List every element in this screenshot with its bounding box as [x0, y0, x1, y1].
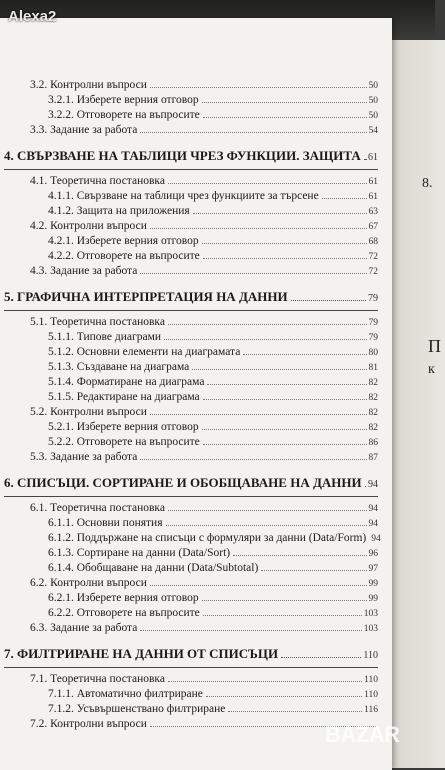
toc-page-number: 82: [368, 393, 378, 403]
toc-page-number: 61: [368, 152, 378, 163]
book-page: [0, 18, 392, 770]
toc-page-number: 94: [371, 534, 381, 544]
toc-label: 4.2.1. Изберете верния отговор: [48, 235, 199, 247]
toc-entry: [0, 219, 378, 234]
toc-page-number: 79: [368, 333, 378, 343]
toc-label: 5.1.1. Типове диаграми: [48, 331, 162, 343]
toc-label: 5.3. Задание за работа: [30, 451, 138, 463]
toc-leader-dots: [150, 228, 367, 229]
toc-page-number: 103: [363, 609, 378, 619]
toc-label: 3.2. Контролни въпроси: [30, 79, 147, 91]
toc-leader-dots: [192, 369, 366, 370]
toc-label: 5.2. Контролни въпроси: [30, 406, 147, 418]
toc-chapter: [0, 472, 378, 494]
toc-leader-dots: [203, 615, 362, 616]
toc-chapter: [0, 145, 378, 167]
toc-entry: [0, 405, 378, 420]
toc-label: 7.1.1. Автоматично филтриране: [48, 688, 203, 700]
toc-entry: [0, 234, 378, 249]
toc-label: 5. ГРАФИЧНА ИНТЕРПРЕТАЦИЯ НА ДАННИ: [4, 289, 288, 304]
toc-page-number: 99: [368, 579, 378, 589]
toc-leader-dots: [193, 213, 367, 214]
toc-leader-dots: [322, 198, 367, 199]
toc-leader-dots: [168, 681, 362, 682]
toc-entry: [0, 531, 381, 546]
toc-page-number: 50: [368, 111, 378, 121]
toc-page-number: 94: [368, 519, 378, 529]
toc-label: 5.1.3. Създаване на диаграма: [48, 361, 190, 373]
toc-entry: [0, 546, 378, 561]
toc-label: 7.1. Теоретична постановка: [30, 673, 165, 685]
toc-leader-dots: [168, 183, 367, 184]
toc-entry: [0, 108, 378, 123]
toc-page-number: 50: [368, 81, 378, 91]
toc-page-number: 72: [368, 252, 378, 262]
toc-page-number: 80: [368, 348, 378, 358]
toc-leader-dots: [365, 486, 366, 487]
toc-chapter: [0, 286, 378, 308]
toc-entry: [0, 621, 378, 636]
toc-label: 6.1. Теоретична постановка: [30, 502, 165, 514]
toc-entry: [0, 264, 378, 279]
watermark-top: Alexa2: [8, 8, 57, 25]
toc-label: 5.2.1. Изберете верния отговор: [48, 421, 199, 433]
watermark-bottom: BAZAR: [325, 722, 400, 747]
toc-leader-dots: [140, 459, 366, 460]
toc-entry: [0, 501, 378, 516]
toc-label: 4.1.2. Защита на приложения: [48, 205, 190, 217]
toc-entry: [0, 687, 378, 702]
toc-leader-dots: [203, 258, 367, 259]
toc-page-number: 94: [368, 504, 378, 514]
toc-page-number: 54: [368, 126, 378, 136]
toc-leader-dots: [206, 696, 362, 697]
toc-entry: [0, 375, 378, 390]
toc-leader-dots: [168, 324, 367, 325]
toc-page-number: 82: [368, 378, 378, 388]
toc-leader-dots: [281, 657, 361, 658]
toc-label: 4.1.1. Свързване на таблици чрез функциите за търсене: [48, 190, 319, 202]
toc-page-number: 79: [368, 293, 378, 304]
toc-label: 3.3. Задание за работа: [30, 124, 138, 136]
toc-leader-dots: [202, 600, 367, 601]
toc-page-number: 103: [363, 624, 378, 634]
toc-entry: [0, 360, 378, 375]
toc-label: 6.2. Контролни въпроси: [30, 577, 147, 589]
chapter-rule: [4, 169, 378, 170]
toc-entry: [0, 672, 378, 687]
toc-entry: [0, 717, 378, 732]
toc-entry: [0, 606, 378, 621]
toc-label: 4.1. Теоретична постановка: [30, 175, 165, 187]
toc-label: 3.2.2. Отговорете на въпросите: [48, 109, 200, 121]
toc-label: 4.3. Задание за работа: [30, 265, 138, 277]
toc-leader-dots: [168, 510, 367, 511]
toc-entry: [0, 123, 378, 138]
toc-label: 6.1.2. Поддържане на списъци с формуляри за данни (Data/Form): [48, 532, 367, 544]
toc-leader-dots: [207, 384, 366, 385]
toc-label: 7.2. Контролни въпроси: [30, 718, 147, 730]
side-mark-3: к: [428, 362, 435, 377]
toc-page-number: 96: [368, 549, 378, 559]
toc-entry: [0, 702, 378, 717]
toc-label: 7.1.2. Усъвършенствано филтриране: [48, 703, 226, 715]
toc-label: 6.3. Задание за работа: [30, 622, 138, 634]
toc-label: 5.1.4. Форматиране на диаграма: [48, 376, 205, 388]
toc-entry: [0, 330, 378, 345]
toc-leader-dots: [202, 429, 367, 430]
toc-page-number: 61: [368, 192, 378, 202]
toc-leader-dots: [243, 354, 366, 355]
toc-label: 6. СПИСЪЦИ. СОРТИРАНЕ И ОБОБЩАВАНЕ НА ДАННИ: [4, 475, 362, 490]
side-mark-1: 8.: [422, 176, 433, 191]
toc-chapter: [0, 643, 378, 665]
toc-entry: [0, 561, 378, 576]
toc-page-number: 110: [364, 690, 378, 700]
toc-label: 4.2. Контролни въпроси: [30, 220, 147, 232]
toc-page-number: 50: [368, 96, 378, 106]
toc-leader-dots: [140, 630, 361, 631]
toc-leader-dots: [202, 243, 367, 244]
toc-leader-dots: [261, 570, 366, 571]
toc-label: 4.2.2. Отговорете на въпросите: [48, 250, 200, 262]
toc-page-number: 87: [368, 453, 378, 463]
toc-entry: [0, 420, 378, 435]
toc-entry: [0, 189, 378, 204]
toc-page-number: 110: [363, 650, 378, 661]
toc-page-number: 97: [368, 564, 378, 574]
toc-label: 6.1.1. Основни понятия: [48, 517, 163, 529]
toc-entry: [0, 345, 378, 360]
toc-entry: [0, 249, 378, 264]
toc-leader-dots: [164, 339, 366, 340]
toc-page-number: 94: [368, 479, 378, 490]
toc-page-number: 67: [368, 222, 378, 232]
table-of-contents: [0, 78, 381, 732]
toc-leader-dots: [364, 159, 366, 160]
toc-page-number: 110: [364, 675, 378, 685]
toc-entry: [0, 591, 378, 606]
toc-page-number: 81: [368, 363, 378, 373]
toc-entry: [0, 78, 378, 93]
toc-leader-dots: [166, 525, 367, 526]
toc-leader-dots: [150, 87, 367, 88]
toc-entry: [0, 204, 378, 219]
toc-entry: [0, 576, 378, 591]
toc-leader-dots: [202, 102, 367, 103]
side-mark-2: П: [428, 336, 441, 356]
toc-leader-dots: [233, 555, 366, 556]
toc-leader-dots: [203, 399, 367, 400]
toc-leader-dots: [203, 444, 367, 445]
chapter-rule: [4, 310, 378, 311]
toc-page-number: 116: [364, 705, 378, 715]
toc-label: 6.1.3. Сортиране на данни (Data/Sort): [48, 547, 231, 559]
toc-leader-dots: [291, 300, 366, 301]
toc-label: 5.1.2. Основни елементи на диаграмата: [48, 346, 241, 358]
toc-label: 6.2.2. Отговорете на въпросите: [48, 607, 200, 619]
toc-page-number: 68: [368, 237, 378, 247]
toc-page-number: 99: [368, 594, 378, 604]
toc-label: 5.2.2. Отговорете на въпросите: [48, 436, 200, 448]
toc-label: 4. СВЪРЗВАНЕ НА ТАБЛИЦИ ЧРЕЗ ФУНКЦИИ. ЗАЩИТА: [4, 148, 361, 163]
toc-entry: [0, 435, 378, 450]
toc-leader-dots: [150, 414, 367, 415]
toc-label: 6.1.4. Обобщаване на данни (Data/Subtotal): [48, 562, 259, 574]
background-right-page: [385, 40, 445, 768]
toc-entry: [0, 390, 378, 405]
toc-page-number: 72: [368, 267, 378, 277]
chapter-rule: [4, 667, 378, 668]
toc-leader-dots: [140, 132, 366, 133]
toc-leader-dots: [203, 117, 367, 118]
toc-leader-dots: [228, 711, 362, 712]
toc-entry: [0, 174, 378, 189]
toc-leader-dots: [150, 585, 367, 586]
toc-leader-dots: [140, 273, 366, 274]
toc-label: 6.2.1. Изберете верния отговор: [48, 592, 199, 604]
toc-entry: [0, 450, 378, 465]
toc-page-number: 63: [368, 207, 378, 217]
toc-entry: [0, 516, 378, 531]
toc-label: 7. ФИЛТРИРАНЕ НА ДАННИ ОТ СПИСЪЦИ: [4, 646, 279, 661]
toc-label: 5.1. Теоретична постановка: [30, 316, 165, 328]
chapter-rule: [4, 496, 378, 497]
toc-page-number: 82: [368, 408, 378, 418]
toc-page-number: 61: [368, 177, 378, 187]
toc-page-number: 79: [368, 318, 378, 328]
toc-label: 5.1.5. Редактиране на диаграма: [48, 391, 200, 403]
toc-entry: [0, 93, 378, 108]
toc-page-number: 86: [368, 438, 378, 448]
toc-page-number: 82: [368, 423, 378, 433]
toc-entry: [0, 315, 378, 330]
toc-label: 3.2.1. Изберете верния отговор: [48, 94, 199, 106]
